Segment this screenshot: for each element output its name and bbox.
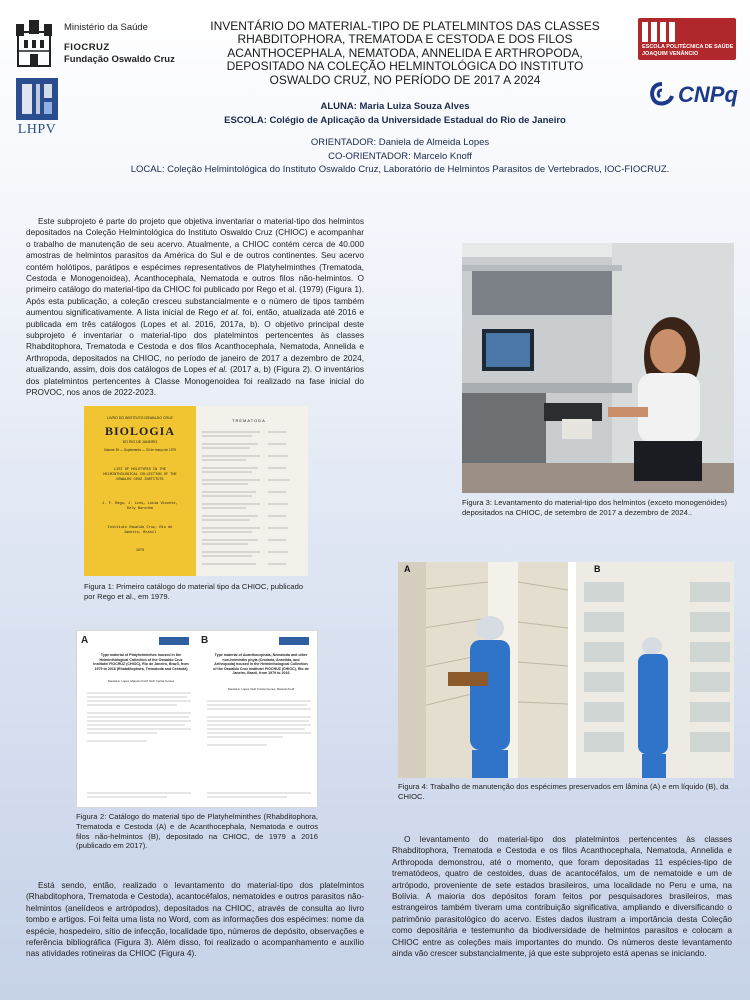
- student-name: ALUNA: Maria Luiza Souza Alves: [320, 101, 470, 112]
- cnpq-label: CNPq: [678, 82, 738, 107]
- coadvisor-name: CO-ORIENTADOR: Marcelo Knoff: [328, 150, 472, 162]
- fiocruz-castle-icon: [14, 18, 54, 68]
- epsjv-line-1: ESCOLA POLITÉCNICA DE SAÚDE: [642, 44, 734, 50]
- fig3-photo: [462, 243, 734, 493]
- ministry-logo: [14, 18, 184, 70]
- fig2-journal-logo-a: [159, 637, 189, 645]
- epsjv-line-2: JOAQUIM VENÂNCIO: [642, 50, 699, 57]
- fig2-text-lines-a: [87, 689, 191, 801]
- advisor-name: ORIENTADOR: Daniela de Almeida Lopes: [310, 137, 490, 148]
- ministry-name: Ministério da Saúde: [64, 22, 148, 33]
- fig2-label-b: B: [201, 635, 209, 646]
- fig1-caption: Figura 1: Primeiro catálogo do material tipo da CHIOC, publicado por Rego et al., em 1979.: [84, 582, 304, 601]
- fig1-cover-biologia: BIOLOGIA: [104, 424, 175, 438]
- intro-text-part-3: (2017 a, b) (Figura 2). O inventários dos platelmintos pertencentes à Classe Monogenoidea foi realizado na fase inicial do PROVOC, nos anos de 2022-2023.: [26, 364, 364, 398]
- intro-et-al-2: et al.: [209, 364, 228, 375]
- fig2-page-a: [81, 635, 196, 805]
- fig2-authors-a: Daniela A. Lopes, Marcelo Knoff, Delir Corrêa Gomes: [107, 679, 175, 683]
- fig2-label-a: A: [81, 635, 89, 646]
- fig1-table-header: TREMATODA: [232, 418, 266, 423]
- fig1-cover-list-title: LIST OF HOLOTYPES IN THE HELMINTHOLOGICAL COLLECTION OF THE OSWALDO CRUZ INSTITUTE: [103, 468, 177, 482]
- student-block: [200, 100, 590, 128]
- fig2-text-lines-b: [207, 697, 311, 801]
- fig1-table-lines: [202, 426, 302, 572]
- fig1-table-image: [196, 406, 308, 576]
- fig1-cover-series: LIVRO DO INSTITUTO OSWALDO CRUZ: [107, 416, 173, 420]
- fig1-cover-year: 1979: [136, 548, 144, 552]
- epsjv-logo: [638, 18, 736, 60]
- fig4-label-a: A: [404, 564, 411, 574]
- cnpq-logo: [648, 80, 738, 108]
- intro-text-part-1: Este subprojeto é parte do projeto que objetiva inventariar o material-tipo dos helmintos depositados na Coleção Helmintológica do Instituto Oswaldo Cruz (CHIOC) e acompanhar o trabalho de manutenção de seu acervo. Atualmente, a CHIOC contém cerca de 40.000 amostras de helmintos parasitos da América do Sul e de outros continentes. Seu acervo contém holótipos, parátipos e espécimes representativos de Platyhelminthes (Trematoda, Cestoda e Monogenoidea), Acanthocephala, Nematoda e outros filos não-helmintos. O primeiro catálogo do material-tipo da CHIOC foi publicado por Rego et al. (1979) (Figura 1). Após esta publicação, a coleção cresceu substancialmente e o número de tipos também aumentou significativamente. A lista inicial de Rego: [26, 216, 364, 318]
- fig3-photo-illustration: [462, 243, 734, 493]
- fig2-page-b: [201, 635, 316, 805]
- fig1-cover-issue: Volume 39 — Suplemento — 30 de março de 1979: [103, 448, 177, 452]
- fig1-cover-subtitle: DO RIO DE JANEIRO: [122, 440, 158, 444]
- fig2-image: [76, 630, 318, 808]
- fig4-label-b: B: [594, 564, 601, 574]
- fig1-cover-image: [84, 406, 196, 576]
- lhpv-logo: [14, 76, 60, 140]
- results-paragraph: O levantamento do material-tipo dos platelmintos pertencentes às classes Rhabditophora, Trematoda e Cestoda e os filos Acanthocephala, Nematoda, Annelida e Arthropoda demonstrou, até o momento, que foram depositadas 11 espécies-tipo de trematódeos, quatro de cestoides, duas de acantocéfalos, um de nematoide e um de artrópodo, proveniente de sete estados brasileiros, uma localidade no Peru e uma, na Bolívia. A maioria dos depósitos foram feitos por pesquisadores brasileiros, mas estrangeiros também tiveram uma contribuição significativa, ampliando e diversificando o patrimônio parasitológico do acervo. Estes dados ilustram a importância desta Coleção como depositária e testemunho da biodiversidade de helmintos parasitos e colocam a CHIOC entre as coleções mais importantes do mundo. Os números deste levantamento ainda vão crescer substancialmente, já que este subprojeto está apenas se iniciando.: [392, 834, 732, 959]
- fiocruz-name: FIOCRUZ: [64, 42, 110, 53]
- intro-et-al-1: et al.: [221, 307, 240, 318]
- foundation-name: Fundação Oswaldo Cruz: [64, 54, 175, 65]
- fig2-journal-logo-b: [279, 637, 309, 645]
- fig2-title-a: Type material of Platyhelminthes housed in the Helminthological Collection of the Oswaldo Cruz Institute/ FIOCRUZ (CHIOC), Rio de Janeiro, Brazil, from 1979 to 2016 (Rhabditophora, Trematoda and Cestoda): [93, 653, 189, 671]
- school-name: ESCOLA: Colégio de Aplicação da Universidade Estadual do Rio de Janeiro: [224, 115, 566, 126]
- intro-paragraph: [26, 216, 364, 399]
- fig4-photo-illustration: [398, 562, 734, 778]
- fig3-caption: Figura 3: Levantamento do material-tipo dos helmintos (exceto monogenóides) depositados na CHIOC, de setembro de 2017 a dezembro de 2024..: [462, 498, 728, 517]
- fig1-cover-publisher: Instituto Oswaldo Cruz, Rio de Janeiro, Brasil: [107, 526, 173, 535]
- fig2-title-b: Type material of Acanthocephala, Nematoda and other non-helminths phyla (Cnidaria, Annelida, and Arthropoda) housed in the Helminthological Collection of the Oswaldo Cruz Institute/ FIOCRUZ (CHIOC), Rio de Janeiro, Brazil, from 1979 to 2016: [213, 653, 309, 676]
- poster-title: INVENTÁRIO DO MATERIAL-TIPO DE PLATELMINTOS DAS CLASSES RHABDITOPHORA, TREMATODA E CESTODA E DOS FILOS ACANTHOCEPHALA, NEMATODA, ANNELIDA E ARTHROPODA, DEPOSITADO NA COLEÇÃO HELMINTOLÓGICA DO INSTITUTO OSWALDO CRUZ, NO PERÍODO DE 2017 A 2024: [210, 19, 600, 87]
- fig1-cover-authors: J. F. Rego, J. Lins, Lucia Vicente, Dely Noronha: [102, 502, 178, 511]
- methods-paragraph: Está sendo, então, realizado o levantamento do material-tipo dos platelmintos (Rhabditophora, Trematoda e Cestoda), acantocéfalos, nematoides e outros parasitos não-helmintos (anelídeos e artrópodos), depositados na CHIOC, através de consulta ao livro tombo e artigos. Foi feita uma lista no Word, com as informações dos espécimes: nome da espécie, hospedeiro, sítio de infecção, localidade tipo, números de depósito, observações e referência bibliográfica (Figura 3). Além disso, foi realizado o acompanhamento e auxílio nas atividades rotineiras da CHIOC (Figura 4).: [26, 880, 364, 959]
- advisor-block: [120, 136, 680, 177]
- fig2-authors-b: Daniela A. Lopes, Delir Corrêa Gomes, Marcelo Knoff: [227, 687, 295, 691]
- lhpv-emblem-icon: [14, 76, 60, 120]
- fig4-caption: Figura 4: Trabalho de manutenção dos espécimes preservados em lâmina (A) e em líquido (B), da CHIOC.: [398, 782, 729, 801]
- cnpq-swirl-icon: [648, 82, 676, 106]
- location: LOCAL: Coleção Helmintológica do Instituto Oswaldo Cruz, Laboratório de Helmintos Parasitos de Vertebrados, IOC-FIOCRUZ.: [130, 164, 670, 175]
- intro-text-part-2: foi, então, atualizada até 2016 e publicada em três catálogos (Lopes et al. 2016, 2017a, b). O objetivo principal deste subprojeto é inventariar o material-tipo dos platelmintos pertencentes às classes Rhabditophora, Trematoda e Cestoda e dos filos Acanthocephala, Nematoda, Annelida e Arthropoda, depositados na CHIOC, no período de janeiro de 2017 a dezembro de 2024, atualizando, assim, dois dos catálogos de Lopes: [26, 307, 364, 375]
- fig4-photo: [398, 562, 734, 778]
- epsjv-emblem-icon: [642, 22, 682, 42]
- lhpv-label: LHPV: [17, 122, 57, 137]
- fig2-caption: Figura 2: Catálogo do material tipo de Platyhelminthes (Rhabditophora, Trematoda e Cestoda (A) e de Acanthocephala, Nematoda e outros filos não-helmintos (B), depositado na CHIOC, de 1979 a 2016 (publicado em 2017).: [76, 812, 318, 851]
